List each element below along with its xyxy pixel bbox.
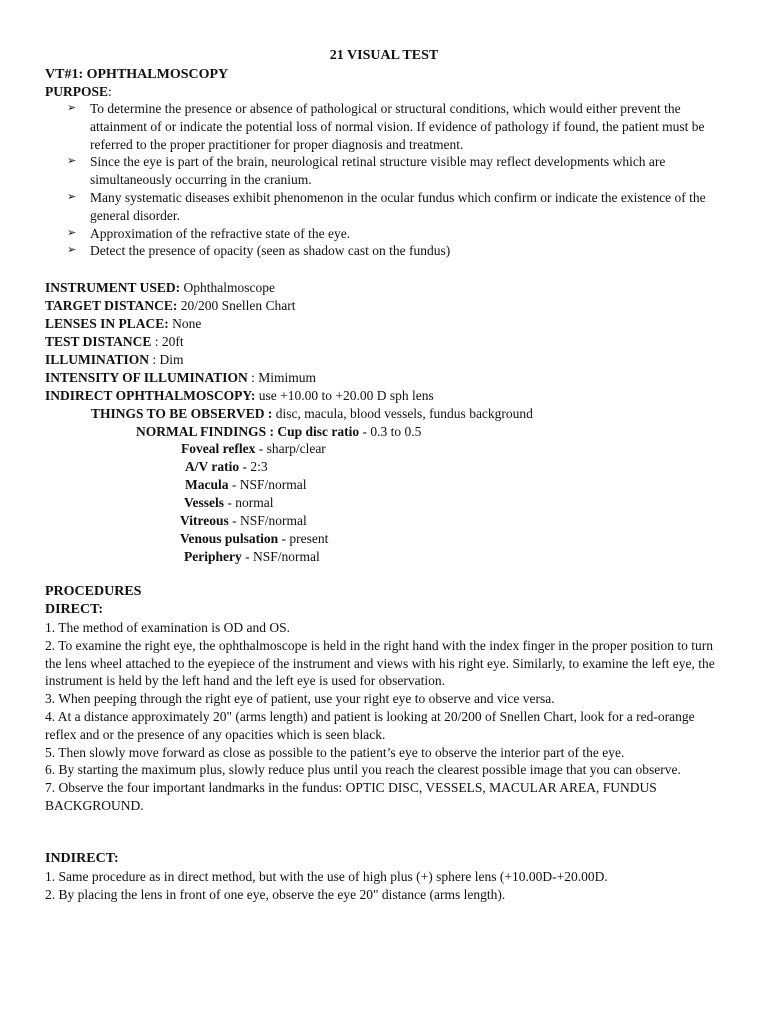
direct-steps <box>45 619 725 815</box>
purpose-label: PURPOSE <box>45 84 109 99</box>
list-item: 5. Then slowly move forward as close as possible to the patient’s eye to observe the interior part of the eye. <box>45 744 625 760</box>
list-item: 7. Observe the four important landmarks in the fundus: OPTIC DISC, VESSELS, MACULAR AREA, FUNDUS BACKGROUND. <box>45 780 657 813</box>
arrow-bullet-icon: ➢ <box>67 102 77 114</box>
spec-indirect: INDIRECT OPHTHALMOSCOPY: use +10.00 to +20.00 D sph lens <box>45 388 434 403</box>
finding-av-ratio: A/V ratio - 2:3 <box>185 459 268 474</box>
list-item: 1. Same procedure as in direct method, but with the use of high plus (+) sphere lens (+10.00D-+20.00D. <box>45 869 608 884</box>
list-item: ➢ To determine the presence or absence of pathological or structural conditions, which would either prevent the attainment of or indicate the potential loss of normal vision. If evidence of pathology if found, the patient must be referred to the proper practitioner for proper diagnosis and treatment. <box>67 101 705 152</box>
purpose-list <box>67 100 727 260</box>
spec-instrument: INSTRUMENT USED: Ophthalmoscope <box>45 280 276 295</box>
list-item: ➢ Detect the presence of opacity (seen as shadow cast on the fundus) <box>67 243 451 259</box>
list-item: 2. By placing the lens in front of one eye, observe the eye 20" distance (arms length). <box>45 886 506 902</box>
spec-intensity: INTENSITY OF ILLUMINATION : Mimimum <box>45 370 317 385</box>
document-title: 21 VISUAL TEST <box>329 48 439 63</box>
purpose-colon: : <box>108 84 112 99</box>
vt-heading: VT#1: OPHTHALMOSCOPY <box>45 67 229 82</box>
finding-vitreous: Vitreous - NSF/normal <box>180 513 307 528</box>
normal-findings: NORMAL FINDINGS : Cup disc ratio - 0.3 to 0.5 <box>136 424 422 439</box>
spec-lenses: LENSES IN PLACE: None <box>45 316 202 331</box>
arrow-bullet-icon: ➢ <box>67 244 77 257</box>
direct-heading: DIRECT: <box>45 602 104 617</box>
spec-target-distance: TARGET DISTANCE: 20/200 Snellen Chart <box>45 298 296 313</box>
purpose-heading <box>45 83 112 101</box>
finding-venous-pulsation: Venous pulsation - present <box>180 531 329 546</box>
list-item: ➢ Approximation of the refractive state of the eye. <box>67 225 351 241</box>
list-item: 3. When peeping through the right eye of patient, use your right eye to observe and vice versa. <box>45 691 555 707</box>
finding-macula: Macula - NSF/normal <box>185 477 307 492</box>
procedures-heading: PROCEDURES <box>45 584 142 599</box>
list-item: ➢ Many systematic diseases exhibit phenomenon in the ocular fundus which confirm or indicate the existence of the general disorder. <box>67 189 706 223</box>
spec-test-distance: TEST DISTANCE : 20ft <box>45 334 184 349</box>
list-item: ➢ Since the eye is part of the brain, neurological retinal structure visible may reflect developments which are simultaneously occurring in the cranium. <box>67 154 666 188</box>
indirect-heading: INDIRECT: <box>45 851 119 866</box>
things-observed: THINGS TO BE OBSERVED : disc, macula, blood vessels, fundus background <box>91 406 533 421</box>
list-item: 2. To examine the right eye, the ophthalmoscope is held in the right hand with the index finger in the proper position to turn the lens wheel attached to the eyepiece of the instrument and views with his right eye. Similarly, to examine the left eye, the instrument is held by the left hand and the left eye is used for observation. <box>45 637 715 689</box>
finding-periphery: Periphery - NSF/normal <box>184 549 320 564</box>
list-item: 6. By starting the maximum plus, slowly reduce plus until you reach the clearest possible image that you can observe. <box>45 762 681 778</box>
finding-vessels: Vessels - normal <box>184 495 274 510</box>
list-item: 4. At a distance approximately 20" (arms length) and patient is looking at 20/200 of Snellen Chart, look for a red-orange reflex and or the presence of any opacities which is seen black. <box>45 708 695 742</box>
list-item: 1. The method of examination is OD and OS. <box>45 620 290 635</box>
arrow-bullet-icon: ➢ <box>67 190 77 203</box>
arrow-bullet-icon: ➢ <box>67 226 77 239</box>
finding-foveal-reflex: Foveal reflex - sharp/clear <box>181 441 326 456</box>
spec-illumination: ILLUMINATION : Dim <box>45 352 184 367</box>
indirect-steps <box>45 868 725 904</box>
arrow-bullet-icon: ➢ <box>67 155 77 168</box>
